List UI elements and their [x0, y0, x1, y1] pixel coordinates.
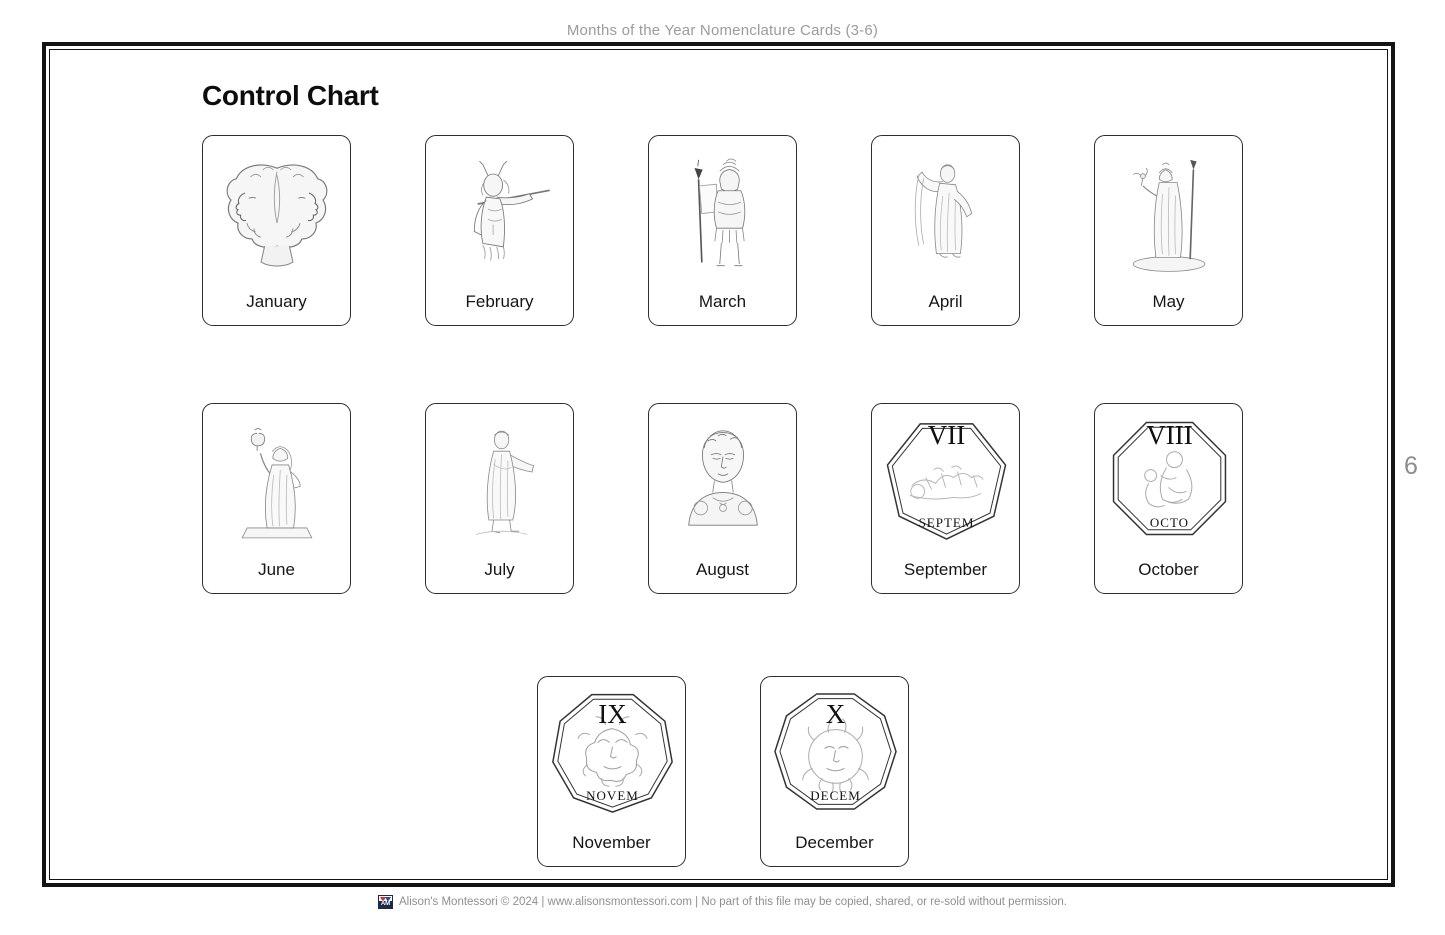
july-caesar-illustration: [426, 412, 573, 556]
october-medallion: [1105, 414, 1234, 543]
juno-statue-with-cup-icon: [219, 415, 335, 553]
month-label: February: [465, 292, 534, 311]
month-card-november: [537, 676, 686, 867]
roman-numeral: IX: [598, 699, 627, 729]
february-faun-illustration: [426, 144, 573, 288]
alisons-montessori-logo-icon: [378, 895, 393, 909]
document-title: Months of the Year Nomenclature Cards (3-6): [566, 22, 879, 39]
january-janus-illustration: [203, 144, 350, 288]
month-card-december: [760, 676, 909, 867]
logo-initials: AM: [380, 901, 391, 907]
month-card-august: [648, 403, 797, 594]
month-card-june: [202, 403, 351, 594]
august-augustus-illustration: [649, 412, 796, 556]
month-label: March: [698, 292, 747, 311]
month-card-september: [871, 403, 1020, 594]
month-card-july: [425, 403, 574, 594]
month-card-october: [1094, 403, 1243, 594]
month-label: July: [484, 560, 515, 579]
roman-numeral: VII: [927, 420, 966, 450]
month-label: April: [928, 292, 963, 311]
faun-with-staff-icon: [440, 156, 560, 276]
julius-caesar-standing-icon: [444, 417, 556, 551]
month-label: October: [1138, 560, 1199, 579]
roman-numeral: X: [825, 699, 846, 729]
month-label: November: [572, 833, 651, 852]
page-number: 6: [1404, 452, 1418, 480]
maia-statue-with-spear-icon: [1112, 148, 1226, 284]
roman-numeral: VIII: [1146, 420, 1193, 450]
janus-two-faced-head-icon: [215, 154, 339, 278]
mars-warrior-with-spear-icon: [666, 148, 780, 284]
month-label: August: [696, 560, 749, 579]
month-label: May: [1152, 292, 1185, 311]
month-label: June: [258, 560, 295, 579]
march-mars-illustration: [649, 144, 796, 288]
september-medallion: [882, 414, 1011, 543]
june-juno-illustration: [203, 412, 350, 556]
augustus-bust-icon: [663, 424, 783, 544]
december-medallion: [771, 687, 900, 816]
month-label: December: [795, 833, 874, 852]
month-card-february: [425, 135, 574, 326]
latin-month-name: DECEM: [810, 788, 861, 803]
april-venus-illustration: [872, 144, 1019, 288]
venus-draped-figure-icon: [890, 149, 1002, 283]
chariot-horses-sketch: [910, 466, 983, 499]
month-card-january: [202, 135, 351, 326]
footer: [0, 895, 1445, 909]
page-title: Control Chart: [202, 80, 379, 111]
latin-month-name: NOVEM: [586, 788, 639, 803]
november-medallion: [548, 687, 677, 816]
month-label: January: [246, 292, 307, 311]
month-card-april: [871, 135, 1020, 326]
latin-month-name: SEPTEM: [918, 515, 975, 530]
month-card-may: [1094, 135, 1243, 326]
may-maia-illustration: [1095, 144, 1242, 288]
seated-figures-sketch: [1145, 452, 1192, 507]
latin-month-name: OCTO: [1149, 515, 1190, 530]
month-label: September: [903, 560, 988, 579]
copyright-text: Alison's Montessori © 2024 | www.alisonsmontessori.com | No part of this file may be copied, shared, or re-sold without permission.: [399, 896, 1067, 908]
month-card-march: [648, 135, 797, 326]
bearded-wind-face-sketch: [803, 719, 868, 794]
